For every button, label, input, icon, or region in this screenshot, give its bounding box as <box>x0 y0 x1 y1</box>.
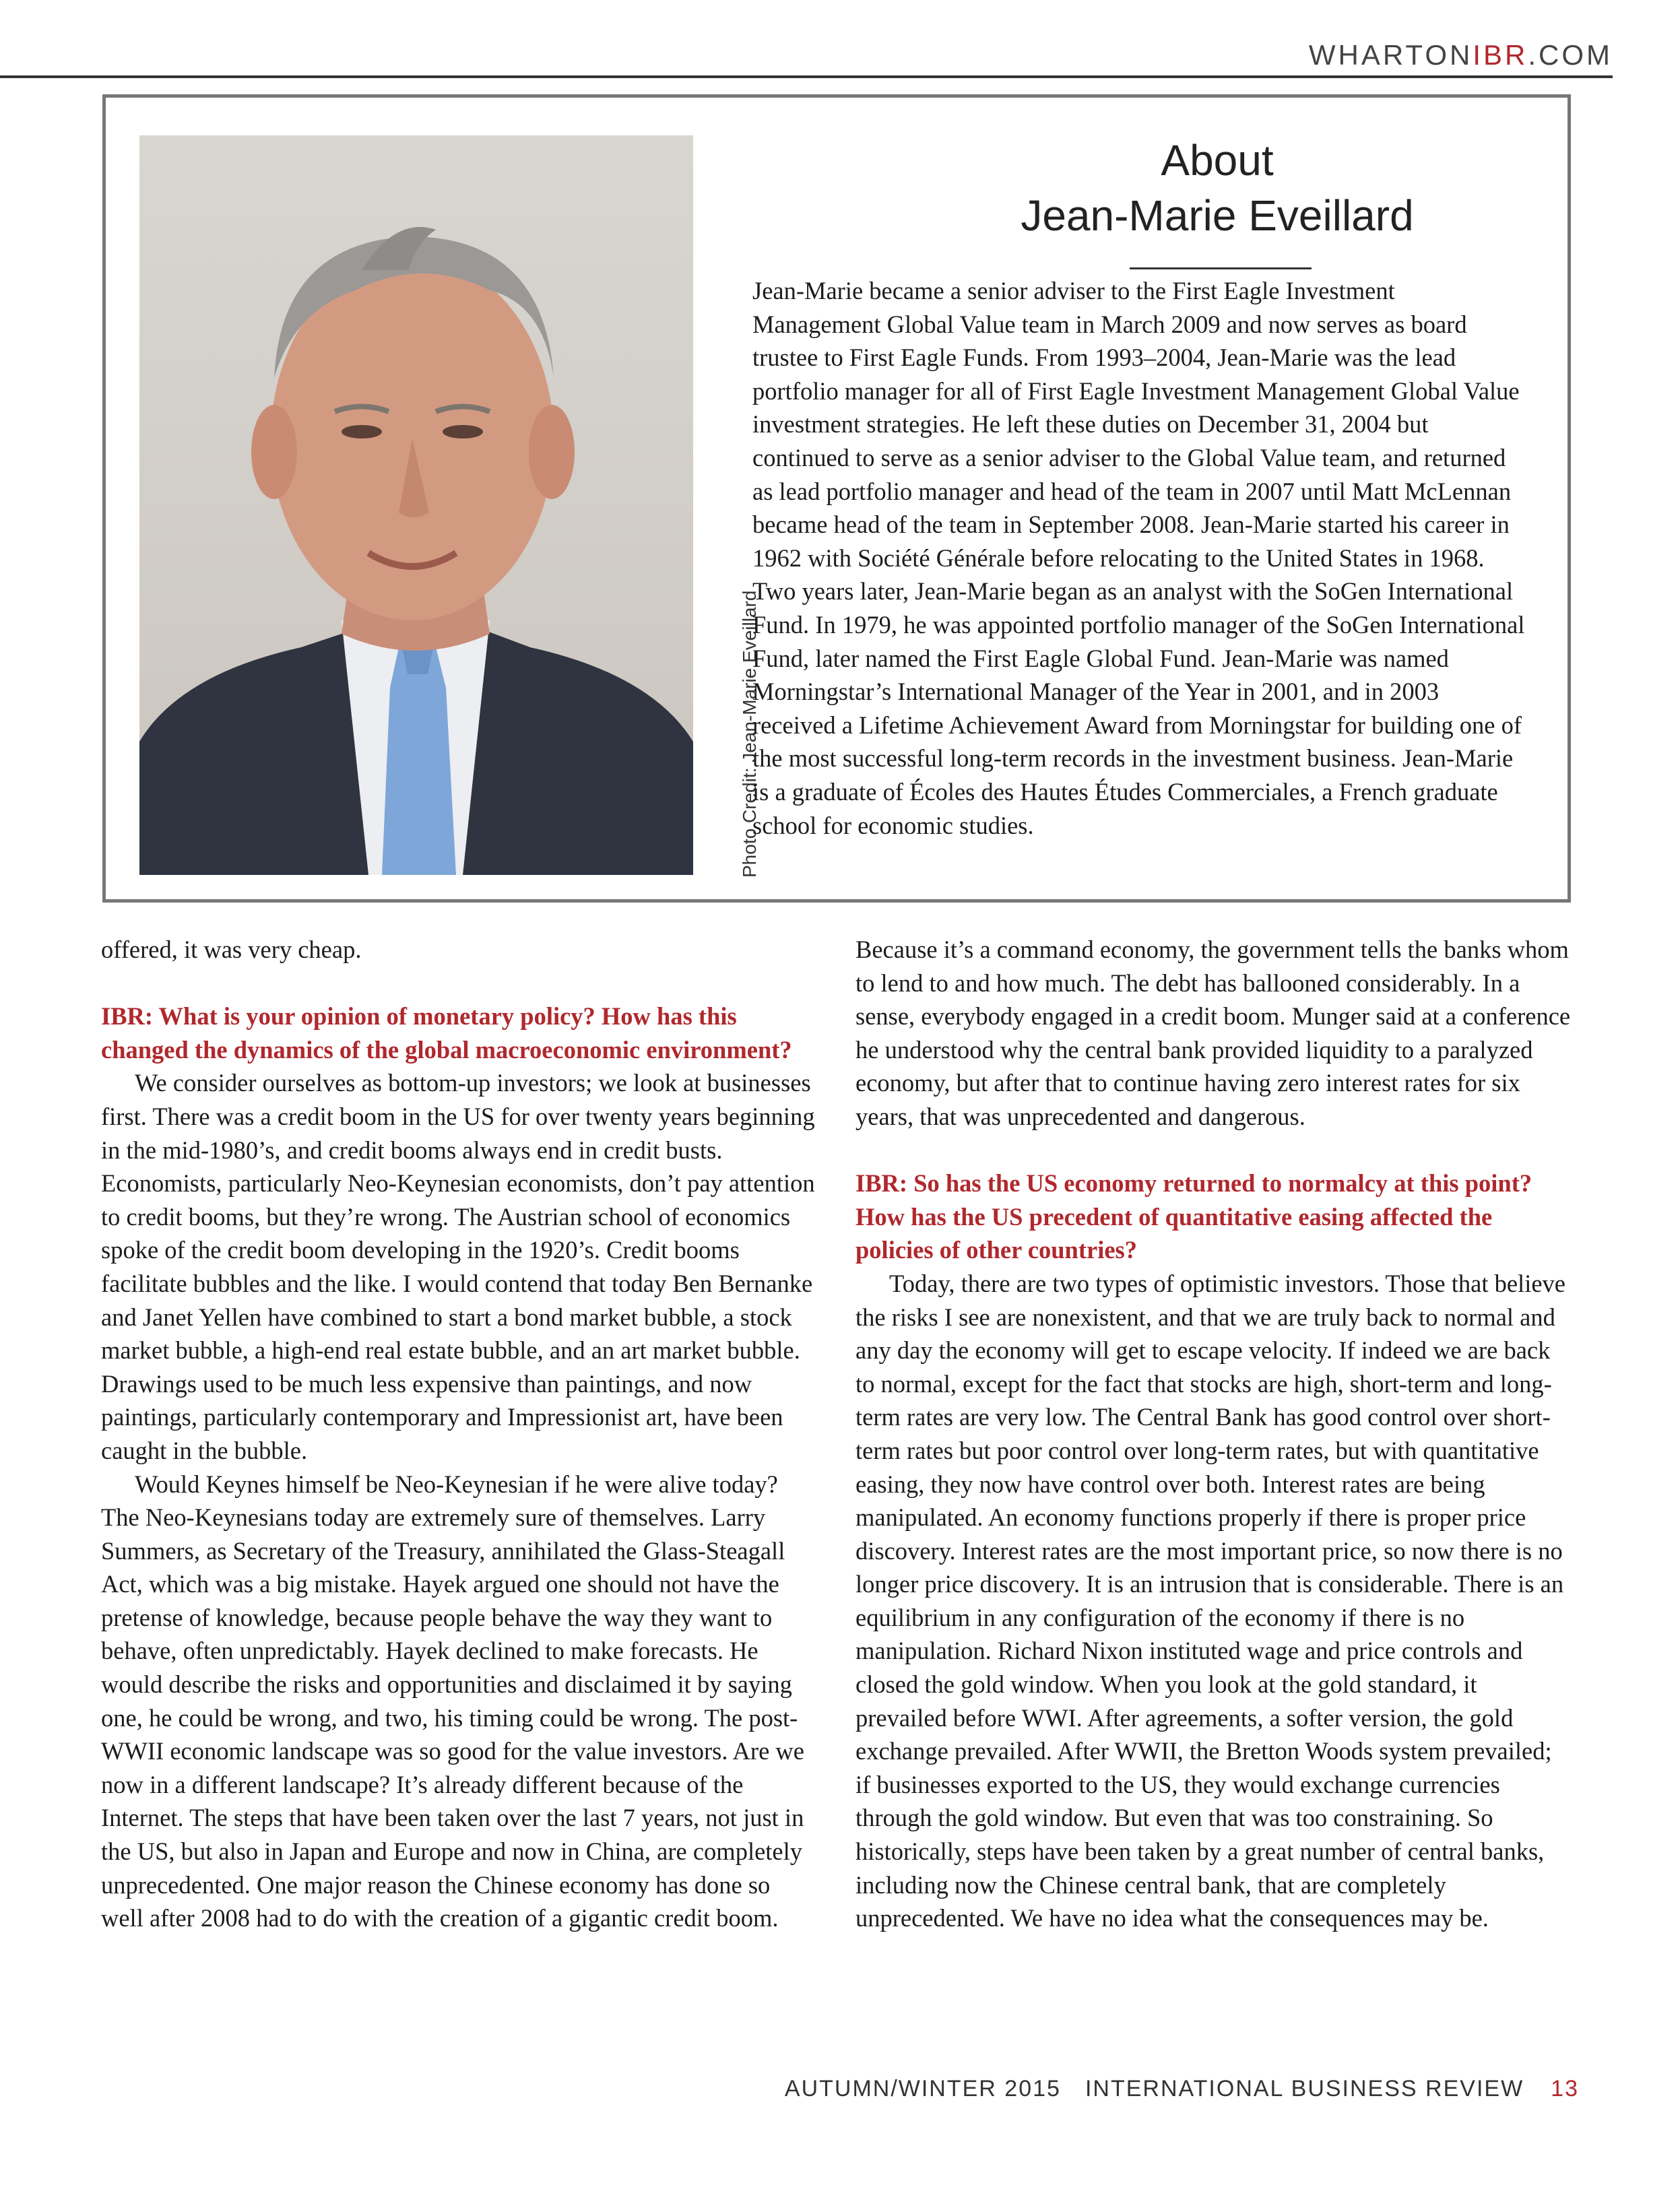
about-title-line2: Jean-Marie Eveillard <box>1021 191 1414 240</box>
left-column <box>101 933 816 1935</box>
title-underline <box>1130 267 1312 269</box>
answer-paragraph-3: Today, there are two types of optimistic investors. Those that believe the risks I see are nonexistent, and that we are truly back to normal and any day the economy will get to escape velocity. If indeed we are back to normal, except for the fact that stocks are high, short-term and long-term rates are very low. The Central Bank has good control over short-term rates but poor control over long-term rates, but with quantitative easing, they now have control over both. Interest rates are being manipulated. An economy functions properly if there is proper price discovery. Interest rates are the most important price, so now there is no longer price discovery. It is an intrusion that is considerable. There is an equilibrium in any configuration of the economy if there is no manipulation. Richard Nixon instituted wage and price controls and closed the gold window. When you look at the gold standard, it prevailed before WWI. After agreements, a softer version, the gold exchange prevailed. After WWII, the Bretton Woods system prevailed; if businesses exported to the US, they would exchange currencies through the gold window. But even that was too constraining. So historically, steps have been taken by a great number of central banks, including now the Chinese central bank, that are completely unprecedented. We have no idea what the consequences may be. <box>855 1269 1565 1932</box>
about-title <box>786 133 1648 243</box>
portrait-illustration <box>139 135 693 875</box>
about-bio: Jean-Marie became a senior adviser to the First Eagle Investment Management Global Value team in March 2009 and now serves as board trustee to First Eagle Funds. From 1993–2004, Jean-Marie was the lead portfolio manager for all of First Eagle Investment Management Global Value investment strategies. He left these duties on December 31, 2004 but continued to serve as a senior adviser to the Global Value team, and returned as lead portfolio manager and head of the team in 2007 until Matt McLennan became head of the team in September 2008. Jean-Marie started his career in 1962 with Société Générale before relocating to the United States in 1968. Two years later, Jean-Marie began as an analyst with the SoGen International Fund. In 1979, he was appointed portfolio manager of the SoGen International Fund, later named the First Eagle Global Fund. Jean-Marie was named Morningstar’s International Manager of the Year in 2001, and in 2003 received a Lifetime Achievement Award from Morningstar for building one of the most successful long-term records in the investment business. Jean-Marie is a graduate of Écoles des Hautes Études Commerciales, a French graduate school for economic studies. <box>752 277 1525 839</box>
masthead-accent: IBR <box>1473 39 1528 71</box>
footer-publication: INTERNATIONAL BUSINESS REVIEW <box>1085 2076 1524 2101</box>
answer-paragraph-1: We consider ourselves as bottom-up investors; we look at businesses first. There was a credit boom in the US for over twenty years beginning in the mid-1980’s, and credit booms always end in credit busts. Economists, particularly Neo-Keynesian economists, don’t pay attention to credit booms, but they’re wrong. The Austrian school of economics spoke of the credit boom developing in the 1920’s. Credit booms facilitate bubbles and the like. I would contend that today Ben Bernanke and Janet Yellen have combined to start a bond market bubble, a stock market bubble, a high-end real estate bubble, and an art market bubble. Drawings used to be much less expensive than paintings, and now paintings, particularly contemporary and Impressionist art, have been caught in the bubble. <box>101 1069 815 1464</box>
about-sidebar-box <box>102 94 1571 903</box>
site-masthead <box>1309 39 1613 71</box>
right-paragraph-continued: Because it’s a command economy, the government tells the banks whom to lend to and how much. The debt has ballooned considerably. In a sense, everybody engaged in a credit boom. Munger said at a conference he understood why the central bank provided liquidity to a paralyzed economy, but after that to continue having zero interest rates for six years, that was unprecedented and dangerous. <box>855 936 1571 1130</box>
interview-question-1: IBR: What is your opinion of monetary policy? How has this changed the dynamics of the global macroeconomic environment? <box>101 1002 792 1064</box>
right-column <box>855 933 1571 1935</box>
about-title-line1: About <box>1161 136 1274 185</box>
masthead-suffix: .COM <box>1528 39 1613 71</box>
left-paragraph-continued: offered, it was very cheap. <box>101 936 362 963</box>
masthead-prefix: WHARTON <box>1308 39 1473 71</box>
page-footer <box>785 2076 1579 2102</box>
header-rule <box>0 75 1613 78</box>
answer-paragraph-2: Would Keynes himself be Neo-Keynesian if he were alive today? The Neo-Keynesians today are extremely sure of themselves. Larry Summers, as Secretary of the Treasury, annihilated the Glass-Steagall Act, which was a big mistake. Hayek argued one should not have the pretense of knowledge, because people behave the way they want to behave, often unpredictably. Hayek declined to make forecasts. He would describe the risks and opportunities and disclaimed it by saying one, he could be wrong, and two, his timing could be wrong. The post-WWII economic landscape was so good for the value investors. Are we now in a different landscape? It’s already different because of the Internet. The steps that have been taken over the last 7 years, not just in the US, but also in Japan and Europe and now in China, are completely unprecedented. One major reason the Chinese economy has done so well after 2008 had to do with the creation of a gigantic credit boom. <box>101 1470 804 1932</box>
footer-issue: AUTUMN/WINTER 2015 <box>784 2076 1061 2101</box>
interview-question-2: IBR: So has the US economy returned to normalcy at this point? How has the US precedent of quantitative easing affected the policies of other countries? <box>855 1169 1532 1264</box>
page-number: 13 <box>1551 2076 1579 2101</box>
portrait-photo <box>139 135 693 875</box>
photo-credit: Photo Credit: Jean-Marie Eveillard <box>739 590 760 878</box>
